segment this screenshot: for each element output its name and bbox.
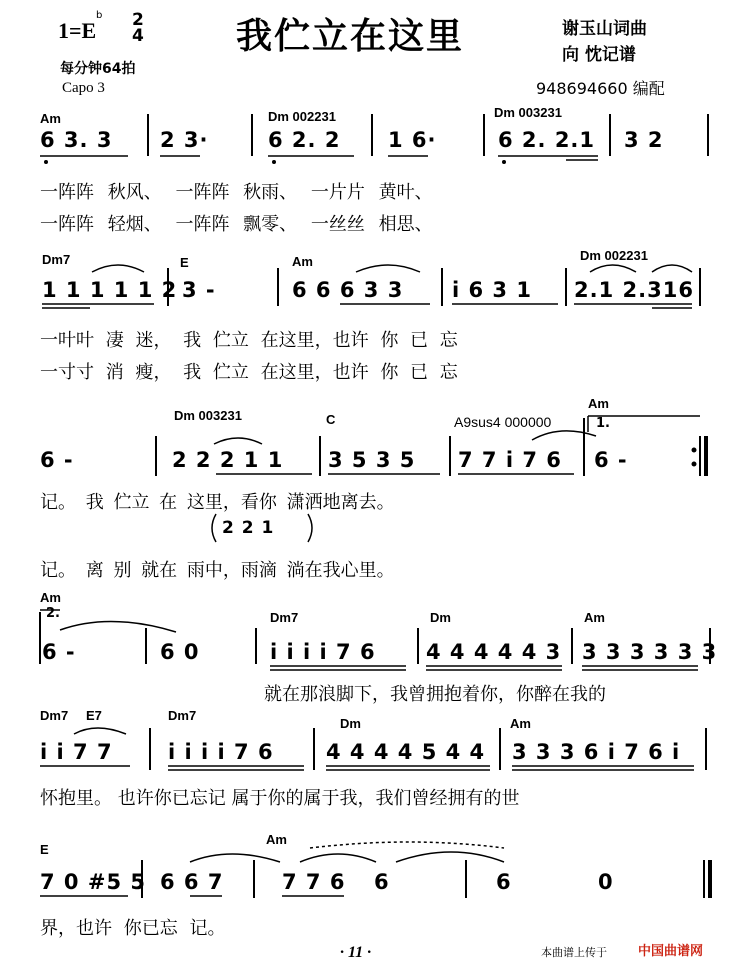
page-title: 我伫立在这里	[236, 16, 465, 57]
lyrics-verse-1: 就在那浪脚下，我曾拥抱着你，你醉在我的	[264, 684, 606, 705]
measure-notes: 3 -	[182, 278, 216, 302]
measure-notes: 7 0 #5 5	[40, 870, 146, 894]
chord-label: Am	[510, 716, 531, 731]
measure-notes: 6 -	[40, 448, 74, 472]
measure-notes: 3 2	[624, 128, 664, 152]
measure-notes: 1 1 1 1 1 2	[42, 278, 178, 302]
chord-label: Dm 003231	[494, 105, 562, 120]
measure-notes: 6 2. 2	[268, 128, 341, 152]
measure-notes: 6 -	[594, 448, 628, 472]
lyrics-verse-1: 界，也许 你已忘 记。	[40, 918, 226, 939]
measure-notes: 0	[598, 870, 614, 894]
measure-notes: 3 3 3 3 3 3	[582, 640, 718, 664]
measure-notes: i 6 3 1	[452, 278, 532, 302]
measure-notes: 6 -	[42, 640, 76, 664]
lyricist-composer: 谢玉山词曲	[562, 19, 647, 39]
lyrics-verse-2: 一寸寸 消 瘦， 我 伫立 在这里，也许 你 已 忘	[40, 362, 458, 383]
measure-notes: 6	[496, 870, 512, 894]
alternate-notes: 2 2 1	[222, 518, 275, 538]
site-logo: 中国曲谱网	[638, 944, 704, 959]
capo: Capo 3	[62, 80, 105, 96]
measure-notes: 3 5 3 5	[328, 448, 416, 472]
chord-label: Dm 002231	[580, 248, 648, 263]
volta-1-label: 1.	[596, 416, 610, 431]
chord-label: Dm7	[168, 708, 197, 723]
chord-label: E	[180, 255, 189, 270]
chord-label: A9sus4 000000	[454, 414, 552, 430]
chord-label: Am	[588, 396, 609, 411]
page-number: · 11 ·	[340, 944, 372, 961]
measure-notes: 2 2 2 1 1	[172, 448, 284, 472]
chord-label: E	[40, 842, 49, 857]
volta-2-label: 2.	[46, 606, 60, 621]
measure-notes: i i 7 7	[40, 740, 113, 764]
chord-label: Am	[40, 111, 61, 126]
chord-label: C	[326, 412, 336, 427]
measure-notes: 1 6·	[388, 128, 437, 152]
arranger: 948694660 编配	[536, 79, 665, 98]
measure-notes: 6 2. 2.1	[498, 128, 596, 152]
measure-notes: 4 4 4 4 4 3	[426, 640, 562, 664]
measure-notes: 4 4 4 4 5 4 4	[326, 740, 486, 764]
time-sig-top: 2	[132, 10, 144, 30]
chord-label: Am	[292, 254, 313, 269]
chord-label: Dm7	[40, 708, 69, 723]
chord-label: Dm7	[42, 252, 71, 267]
measure-notes: 6 6 7	[160, 870, 224, 894]
measure-notes: 6 0	[160, 640, 200, 664]
flat-sign: b	[96, 10, 103, 21]
lyrics-verse-1: 一阵阵 秋风、 一阵阵 秋雨、 一片片 黄叶、	[40, 182, 433, 203]
time-sig-bottom: 4	[132, 26, 144, 46]
measure-notes: 7 7 i 7 6	[458, 448, 562, 472]
chord-label: Am	[266, 832, 287, 847]
tempo: 每分钟64拍	[60, 61, 136, 77]
chord-label: E7	[86, 708, 102, 723]
chord-label: Dm7	[270, 610, 299, 625]
measure-notes: i i i i 7 6	[168, 740, 274, 764]
lyrics-verse-1: 记。 我 伫立 在 这里，看你 潇洒地离去。	[40, 492, 395, 513]
measure-notes: 6 3. 3	[40, 128, 113, 152]
measure-notes: 6 6 6 3 3	[292, 278, 404, 302]
lyrics-verse-1: 怀抱里。 也许你已忘记 属于你的属于我，我们曾经拥有的世	[40, 788, 520, 809]
measure-notes: 7 7 6	[282, 870, 346, 894]
transcriber: 向 忱记谱	[562, 45, 636, 65]
lyrics-verse-2: 记。 离 别 就在 雨中，雨滴 淌在我心里。	[40, 560, 395, 581]
lyrics-verse-1: 一叶叶 凄 迷， 我 伫立 在这里，也许 你 已 忘	[40, 330, 458, 351]
chord-label: Dm	[430, 610, 451, 625]
chord-label: Dm	[340, 716, 361, 731]
key-signature: 1=E	[58, 18, 97, 43]
chord-label: Am	[40, 590, 61, 605]
measure-notes: 6	[374, 870, 390, 894]
lyrics-verse-2: 一阵阵 轻烟、 一阵阵 飘零、 一丝丝 相思、	[40, 214, 433, 235]
measure-notes: 2.1 2.316	[574, 278, 694, 302]
upload-note: 本曲谱上传于	[541, 946, 607, 959]
chord-label: Dm 003231	[174, 408, 242, 423]
chord-label: Dm 002231	[268, 109, 336, 124]
measure-notes: i i i i 7 6	[270, 640, 376, 664]
measure-notes: 3 3 3 6 i 7 6 i	[512, 740, 681, 764]
chord-label: Am	[584, 610, 605, 625]
measure-notes: 2 3·	[160, 128, 209, 152]
